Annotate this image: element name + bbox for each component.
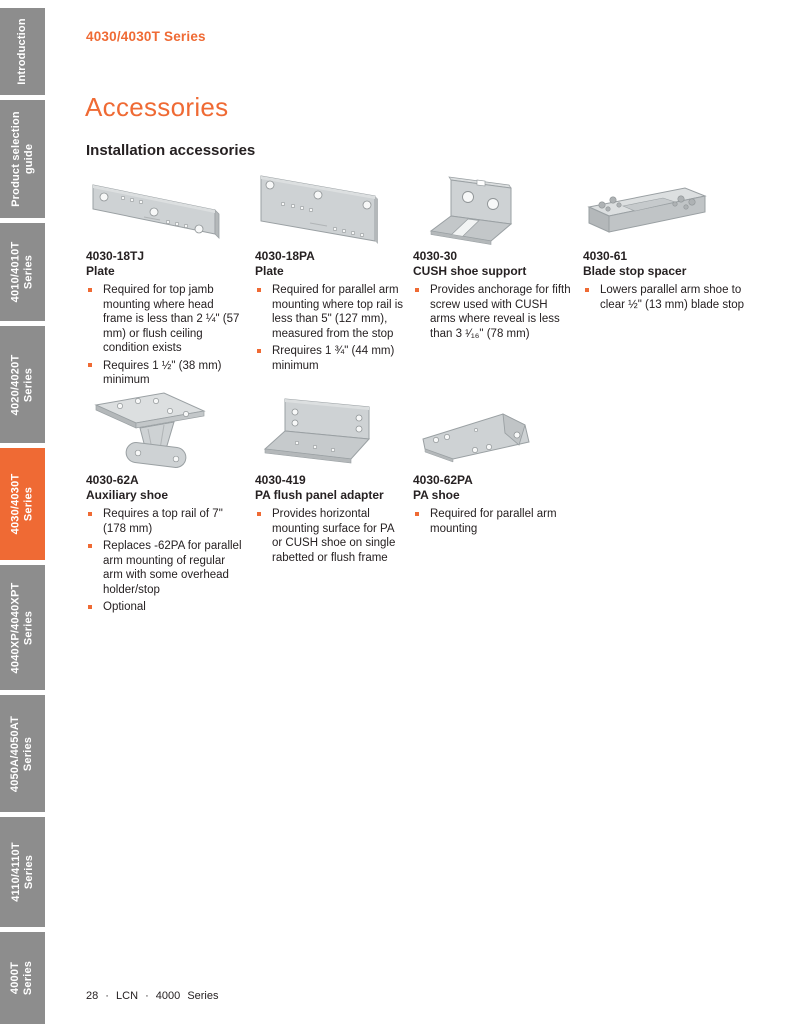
product-card-4030-62pa	[413, 383, 573, 539]
sidebar-tab-label: 4010/4010T Series	[9, 241, 35, 303]
sidebar-tab-4000t-series[interactable]	[0, 932, 45, 1024]
sidebar-tab-label: Product selection guide	[9, 111, 35, 207]
bullet-item: Optional	[86, 600, 244, 615]
product-model: 4030-18PA	[255, 249, 315, 263]
product-card-4030-61	[583, 163, 755, 315]
product-model: 4030-419	[255, 473, 306, 487]
blade-stop-spacer-image	[583, 163, 755, 245]
bullet-item: Requires 1 ½" (38 mm) minimum	[86, 359, 244, 388]
product-card-4030-18pa	[255, 163, 407, 376]
bullet-square-icon	[88, 512, 92, 516]
bullet-square-icon	[88, 288, 92, 292]
product-name: Plate	[255, 264, 284, 278]
product-name: PA flush panel adapter	[255, 488, 384, 502]
product-bullets	[413, 283, 573, 341]
product-name: PA shoe	[413, 488, 460, 502]
sidebar-tab-label: 4030/4030T Series	[9, 473, 35, 535]
page-title: Accessories	[85, 92, 229, 122]
product-bullets	[86, 507, 244, 615]
bullet-square-icon	[88, 605, 92, 609]
bullet-item: Lowers parallel arm shoe to clear ½" (13 mm) blade stop	[583, 283, 755, 312]
page-footer: 28 · LCN · 4000 Series	[86, 990, 219, 1002]
bullet-square-icon	[585, 288, 589, 292]
sidebar-tab-introduction[interactable]	[0, 8, 45, 95]
sidebar-tab-label: 4000T Series	[9, 960, 35, 996]
series-breadcrumb-label: 4030/4030T Series	[86, 29, 206, 44]
section-title: Installation accessories	[86, 142, 256, 159]
bullet-item: Required for parallel arm mounting where top rail is less than 5" (127 mm), measured from the stop	[255, 283, 407, 341]
bullet-square-icon	[88, 544, 92, 548]
sidebar-tab-label: 4110/4110T Series	[9, 842, 35, 902]
product-model: 4030-62PA	[413, 473, 473, 487]
product-card-4030-30	[413, 163, 573, 344]
product-bullets	[86, 283, 244, 388]
sidebar-tab-4050a-series[interactable]	[0, 695, 45, 812]
product-name: Blade stop spacer	[583, 264, 687, 278]
cush-shoe-support-image	[413, 163, 573, 245]
product-model: 4030-62A	[86, 473, 139, 487]
product-bullets	[413, 507, 573, 536]
flat-mounting-plate-image	[86, 163, 244, 245]
sidebar-tab-label: 4040XP/4040XPT Series	[9, 582, 35, 673]
bullet-square-icon	[257, 288, 261, 292]
bullet-item: Required for parallel arm mounting	[413, 507, 573, 536]
sidebar-tab-label: 4020/4020T Series	[9, 354, 35, 415]
product-name: CUSH shoe support	[413, 264, 527, 278]
bullet-item: Required for top jamb mounting where head frame is less than 2 ¼" (57 mm) or flush ceiling condition exists	[86, 283, 244, 356]
bullet-item: Replaces -62PA for parallel arm mounting of regular arm with some overhead holder/stop	[86, 539, 244, 597]
bullet-square-icon	[88, 363, 92, 367]
sidebar-tab-label: Introduction	[16, 18, 28, 85]
sidebar-tab-4030-series-active[interactable]	[0, 448, 45, 560]
flush-panel-adapter-image	[255, 383, 407, 469]
product-bullets	[255, 283, 407, 373]
bullet-square-icon	[257, 512, 261, 516]
product-model: 4030-18TJ	[86, 249, 145, 263]
product-name: Auxiliary shoe	[86, 488, 169, 502]
bullet-item: Provides anchorage for fifth screw used with CUSH arms where reveal is less than 3 ¹⁄₁₆" (78 mm)	[413, 283, 573, 341]
sidebar-tab-4020-series[interactable]	[0, 326, 45, 443]
product-bullets	[583, 283, 755, 312]
sidebar-tab-4110-series[interactable]	[0, 817, 45, 927]
sidebar-tab-4040xp-series[interactable]	[0, 565, 45, 690]
sidebar-tab-product-selection-guide[interactable]	[0, 100, 45, 218]
auxiliary-shoe-image	[86, 383, 244, 469]
bullet-square-icon	[415, 288, 419, 292]
bullet-item: Requires a top rail of 7" (178 mm)	[86, 507, 244, 536]
sidebar-tab-4010-series[interactable]	[0, 223, 45, 321]
parallel-arm-plate-image	[255, 163, 407, 245]
product-card-4030-62a	[86, 383, 244, 618]
bullet-item: Rrequires 1 ¾" (44 mm) minimum	[255, 344, 407, 373]
product-model: 4030-30	[413, 249, 458, 263]
bullet-square-icon	[415, 512, 419, 516]
pa-shoe-image	[413, 383, 573, 469]
bullet-square-icon	[257, 349, 261, 353]
product-model: 4030-61	[583, 249, 628, 263]
sidebar-tab-label: 4050A/4050AT Series	[9, 715, 35, 792]
product-name: Plate	[86, 264, 115, 278]
product-card-4030-18tj	[86, 163, 244, 391]
bullet-item: Provides horizontal mounting surface for PA or CUSH shoe on single rabetted or flush frame	[255, 507, 407, 565]
product-bullets	[255, 507, 407, 565]
product-card-4030-419	[255, 383, 407, 568]
